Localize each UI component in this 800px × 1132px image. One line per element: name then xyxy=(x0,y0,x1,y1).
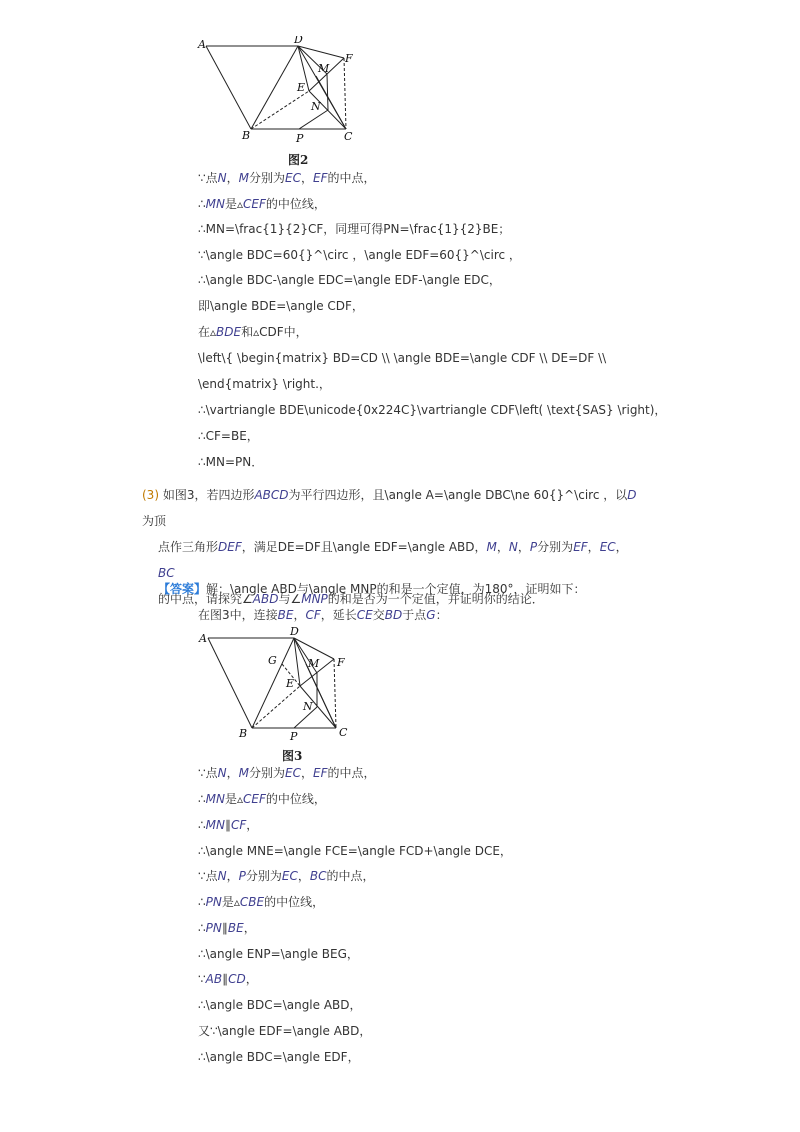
text: 在图3中，连接 xyxy=(198,608,278,622)
answer-line xyxy=(158,581,585,597)
proof-line: ∴\angle BDC-\angle EDC=\angle EDF-\angle EDC， xyxy=(198,273,501,287)
answer-tag: 【答案】 xyxy=(158,582,207,596)
proof-line: 又∵\angle EDF=\angle ABD， xyxy=(198,1024,372,1038)
var: CF xyxy=(230,818,247,832)
text: ∴ xyxy=(198,921,206,935)
figure-2 xyxy=(196,36,366,148)
figure-3 xyxy=(196,624,366,742)
var: AB xyxy=(205,972,223,986)
text: ，延长 xyxy=(320,608,357,622)
var: MN xyxy=(205,197,225,211)
var: CBE xyxy=(239,895,265,909)
proof-line xyxy=(198,170,376,186)
fig2-label-e: E xyxy=(297,81,306,94)
var: CEF xyxy=(243,197,266,211)
text: ∵点 xyxy=(198,869,218,883)
text: 分别为 xyxy=(249,171,286,185)
triangle-symbol: ▵ xyxy=(237,197,244,211)
text: 的中位线， xyxy=(265,792,326,806)
text: 的中点， xyxy=(327,766,376,780)
fig3-label-n: N xyxy=(303,700,313,713)
text: ∥ xyxy=(221,921,228,935)
proof-line: ∴\vartriangle BDE\unicode{0x224C}\vartriangle CDF\left( \text{SAS} \right)， xyxy=(198,403,667,417)
question-3-line-2 xyxy=(142,534,642,586)
fig2-label-c: C xyxy=(344,130,353,143)
var: N xyxy=(217,766,227,780)
text: 在▵ xyxy=(198,325,217,339)
text: 交 xyxy=(372,608,385,622)
fig2-label-b: B xyxy=(242,129,251,142)
var: M xyxy=(238,766,249,780)
text: ∵点 xyxy=(198,171,218,185)
text: ： xyxy=(435,608,448,622)
text: 是▵ xyxy=(221,895,240,909)
text: ∴ xyxy=(198,197,206,211)
text: 于点 xyxy=(402,608,427,622)
text: ， xyxy=(300,171,313,185)
text: 的中点， xyxy=(326,869,375,883)
text: ， xyxy=(226,869,239,883)
var: BE xyxy=(227,921,244,935)
fig3-label-p: P xyxy=(290,730,298,742)
var: DEF xyxy=(218,540,242,554)
var: CF xyxy=(305,608,321,622)
var: N xyxy=(217,869,227,883)
text: ∥ xyxy=(224,818,231,832)
text: ， xyxy=(496,540,509,554)
var: P xyxy=(529,540,538,554)
fig3-label-d: D xyxy=(290,625,299,638)
var: MN xyxy=(205,818,225,832)
text: ∥ xyxy=(222,972,229,986)
proof-line: 即\angle BDE=\angle CDF， xyxy=(198,299,364,313)
var: ABCD xyxy=(254,488,289,502)
text: 分别为 xyxy=(249,766,286,780)
figure-3-diagram xyxy=(196,624,366,742)
text: ， xyxy=(245,972,258,986)
text: ， xyxy=(297,869,310,883)
text: 为平行四边形，且\angle A=\angle DBC\ne 60{}^\circ ，以 xyxy=(288,488,628,502)
text: 的中位线， xyxy=(265,197,326,211)
text: 是 xyxy=(224,197,237,211)
text: 和▵CDF中， xyxy=(241,325,308,339)
text: ∵ xyxy=(198,972,206,986)
var: EC xyxy=(599,540,616,554)
proof-line xyxy=(198,324,308,340)
var: BDE xyxy=(216,325,242,339)
proof-line: ∴\angle BDC=\angle ABD， xyxy=(198,998,362,1012)
var: D xyxy=(627,488,637,502)
proof-line: ∴CF=BE， xyxy=(198,429,259,443)
text: ， xyxy=(226,171,239,185)
proof-line xyxy=(198,196,326,212)
proof-line xyxy=(198,920,256,936)
var: CE xyxy=(356,608,373,622)
fig2-label-d: D xyxy=(294,36,303,46)
text: 分别为 xyxy=(245,869,282,883)
text: 的中点， xyxy=(327,171,376,185)
var: ABD xyxy=(252,592,279,606)
var: M xyxy=(238,171,249,185)
var: EC xyxy=(285,171,301,185)
text: ， xyxy=(243,921,256,935)
text: ， xyxy=(293,608,306,622)
fig3-label-m: M xyxy=(308,657,320,670)
proof-line xyxy=(198,971,258,987)
var: M xyxy=(486,540,497,554)
text: ∴ xyxy=(198,792,206,806)
text: ∵点 xyxy=(198,766,218,780)
var: CEF xyxy=(243,792,266,806)
fig3-label-c: C xyxy=(339,726,348,739)
var: N xyxy=(217,171,227,185)
var: G xyxy=(426,608,436,622)
text: 点作三角形 xyxy=(158,540,219,554)
var: MN xyxy=(205,792,225,806)
var: EC xyxy=(285,766,301,780)
fig2-label-a: A xyxy=(198,38,206,51)
text: 是▵ xyxy=(224,792,244,806)
text: ∴ xyxy=(198,895,206,909)
var: P xyxy=(238,869,246,883)
answer-text: 解：\angle ABD与\angle MNP的和是一个定值，为180°．证明如下： xyxy=(206,582,586,596)
var: EF xyxy=(313,171,328,185)
fig3-label-e: E xyxy=(286,677,295,690)
proof-line xyxy=(198,817,258,833)
proof-line: \end{matrix} \right.， xyxy=(198,377,331,391)
proof-line: ∴\angle MNE=\angle FCE=\angle FCD+\angle DCE， xyxy=(198,844,512,858)
var: PN xyxy=(205,921,222,935)
var: EF xyxy=(313,766,328,780)
text: 的中点，请探究∠ xyxy=(158,592,253,606)
fig3-label-g: G xyxy=(268,654,277,667)
proof-line: \left\{ \begin{matrix} BD=CD \\ \angle BDE=\angle CDF \\ DE=DF \\ xyxy=(198,351,607,365)
var: BC xyxy=(309,869,327,883)
var: EC xyxy=(281,869,298,883)
proof-line: ∴\angle BDC=\angle EDF， xyxy=(198,1050,360,1064)
figure-2-diagram xyxy=(196,36,366,148)
text: 如图3，若四边形 xyxy=(162,488,255,502)
var: MNP xyxy=(301,592,328,606)
answer-intro xyxy=(198,607,448,623)
fig3-label-a: A xyxy=(199,632,207,645)
var: CD xyxy=(228,972,246,986)
fig2-label-f: F xyxy=(345,52,353,65)
text: ， xyxy=(587,540,600,554)
figure-3-caption: 图3 xyxy=(282,749,303,763)
text: ， xyxy=(226,766,239,780)
fig2-label-n: N xyxy=(311,100,321,113)
text: ， xyxy=(246,818,259,832)
var: EF xyxy=(573,540,588,554)
proof-line: ∴MN=\frac{1}{2}CF，同理可得PN=\frac{1}{2}BE； xyxy=(198,222,511,236)
text: ， xyxy=(517,540,530,554)
proof-line: ∵\angle BDC=60{}^\circ ，\angle EDF=60{}^\circ ， xyxy=(198,248,521,262)
text: ， xyxy=(300,766,313,780)
text: ， xyxy=(615,540,628,554)
text: ，满足DE=DF且\angle EDF=\angle ABD， xyxy=(241,540,487,554)
fig2-label-p: P xyxy=(296,132,304,145)
proof-line: ∴MN=PN． xyxy=(198,455,264,469)
var: PN xyxy=(205,895,222,909)
var: N xyxy=(508,540,518,554)
proof-line xyxy=(198,765,376,781)
text: 的中位线， xyxy=(264,895,325,909)
text: 的和是否为一个定值，并证明你的结论． xyxy=(327,592,544,606)
fig3-label-b: B xyxy=(239,727,248,740)
fig2-label-m: M xyxy=(318,62,330,75)
fig3-label-f: F xyxy=(337,656,345,669)
var: BE xyxy=(277,608,294,622)
proof-line xyxy=(198,894,324,910)
var: BD xyxy=(384,608,403,622)
text: 为顶 xyxy=(142,514,167,528)
text: ∴ xyxy=(198,818,206,832)
figure-2-caption: 图2 xyxy=(288,153,309,167)
question-3-line-1 xyxy=(142,482,642,534)
proof-line xyxy=(198,791,326,807)
var: BC xyxy=(158,566,175,580)
proof-line xyxy=(198,868,375,884)
question-number: (3) xyxy=(142,488,159,502)
text: 与∠ xyxy=(278,592,302,606)
text: 分别为 xyxy=(537,540,574,554)
proof-line: ∴\angle ENP=\angle BEG， xyxy=(198,947,359,961)
